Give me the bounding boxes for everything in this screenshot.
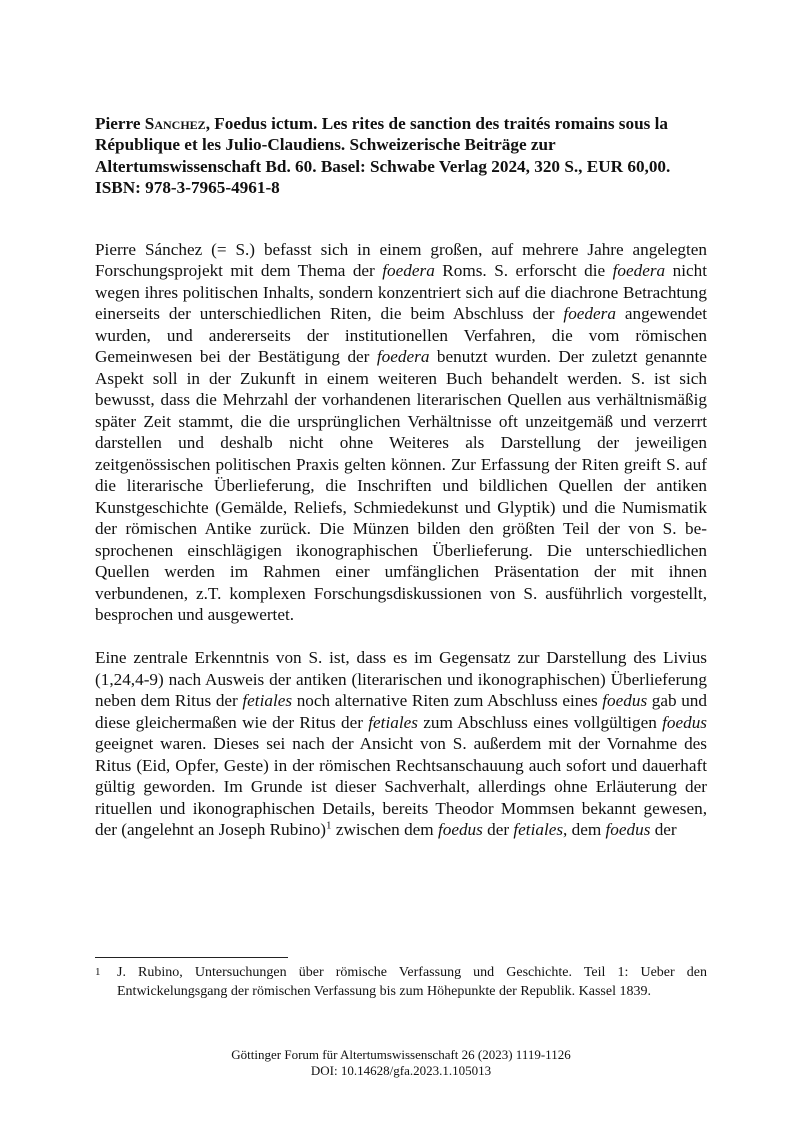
italic-term: fetiales (513, 820, 564, 840)
footnote-number: 1 (95, 966, 101, 978)
text-run: Roms. S. erforscht die (434, 261, 613, 281)
footnote-reference[interactable]: 1 (326, 819, 332, 832)
italic-term: foedus (437, 820, 483, 840)
text-run: , dem (563, 820, 606, 840)
book-citation: , Foedus ictum. Les rites de sanction des traités romains sous la République et les Julio-Claudiens. Schweizerische Beiträge zur Altertumswissenschaft Bd. 60. Basel: Schwabe Verlag 2024, 320 S., EUR 60,00. ISBN: 978-3-7965-4961-8 (95, 114, 671, 198)
journal-citation: Göttinger Forum für Altertumswissenschaft 26 (2023) 1119-1126 (231, 1047, 571, 1062)
paragraph-1 (95, 239, 707, 626)
paragraph-2 (95, 647, 707, 841)
review-body (95, 239, 707, 841)
text-run: Eine zentrale Erkenntnis von S. ist, dass es im Gegensatz zur Darstellung des Livius (1,24,4-9) nach Ausweis der antiken (literarischen und ikonographischen) Überlieferung neben dem Ritus der (95, 648, 707, 711)
footnote (95, 963, 707, 1001)
review-page (95, 113, 707, 841)
text-run: nicht wegen ihres politischen Inhalts, sondern konzentriert sich auf die diachrone Betrachtung einerseits der unterschiedlichen Riten, die beim Abschluss der (95, 261, 707, 324)
italic-term: foedera (382, 261, 435, 281)
text-run: der (482, 820, 514, 840)
text-run: benutzt wurden. Der zuletzt genannte Aspekt soll in der Zukunft in einem weiteren Buch behandelt werden. S. ist sich bewusst, dass die Mehrzahl der vorhandenen literarischen Quellen aus verhältnismäßig später Zeit stammt, die die ursprünglichen Verhältnisse oft unzeitgemäß und verzerrt darstellen und deshalb nicht ohne Weiteres als Darstellung der jeweiligen zeitgenössischen politischen Praxis gelten können. Zur Erfassung der Riten greift S. auf die literarische Überlieferung, die Inschriften und bildlichen Quellen der antiken Kunstgeschichte (Gemälde, Reliefs, Schmiedekunst und Glyptik) und die Numismatik der römischen Antike zurück. Die Münzen bilden den größten Teil der von S. besprochenen einschlägigen ikonographischen Überlieferung. Die unterschiedlichen Quellen werden im Rahmen einer umfänglichen Präsentation der mit ihnen verbundenen, z.T. komplexen Forschungsdiskussionen von S. ausführlich vorgestellt, besprochen und ausgewertet. (95, 347, 707, 625)
text-run: gab und diese gleichermaßen wie der Ritus der (95, 691, 707, 732)
author-last-name: Sanchez (144, 114, 206, 133)
text-run: Pierre Sánchez (= S.) befasst sich in einem großen, auf mehrere Jahre angelegten Forschungsprojekt mit dem Thema der (95, 239, 707, 281)
text-run: zum Abschluss eines vollgültigen (417, 712, 663, 732)
italic-term: foedera (376, 347, 430, 367)
italic-term: foedera (563, 304, 616, 324)
text-run: zwischen dem (331, 820, 438, 840)
journal-imprint (95, 1047, 707, 1079)
text-run: angewendet wurden, und andererseits der institutionellen Verfahren, die vom römischen Gemeinwesen bei der Bestätigung der (95, 304, 707, 367)
italic-term: foedus (662, 712, 707, 732)
doi[interactable]: DOI: 10.14628/gfa.2023.1.105013 (310, 1063, 492, 1078)
text-run: der (650, 820, 677, 840)
review-heading (95, 113, 707, 199)
author-first-name: Pierre (95, 114, 145, 133)
footnote-divider (95, 957, 288, 958)
text-run: noch alternative Riten zum Abschluss eines (292, 691, 603, 711)
italic-term: foedera (612, 261, 666, 281)
italic-term: fetiales (242, 691, 293, 711)
footnote-text: J. Rubino, Untersuchungen über römische Verfassung und Geschichte. Teil 1: Ueber den Entwickelungsgang der römischen Verfassung bis zum Höhepunkte der Republik. Kassel 1839. (117, 965, 707, 999)
italic-term: foedus (602, 691, 648, 711)
text-run: geeignet waren. Dieses sei nach der Ansicht von S. außerdem mit der Vornahme des Ritus (Eid, Opfer, Geste) in der römischen Rechtsanschauung auch sofort und dauerhaft gültig geworden. Im Grunde ist dieser Sachverhalt, allerdings ohne Erläuterung der rituellen und ikonographischen Details, bereits Theodor Mommsen bekannt gewesen, der (angelehnt an Joseph Rubino) (95, 734, 707, 840)
italic-term: foedus (605, 820, 651, 840)
italic-term: fetiales (368, 712, 418, 732)
